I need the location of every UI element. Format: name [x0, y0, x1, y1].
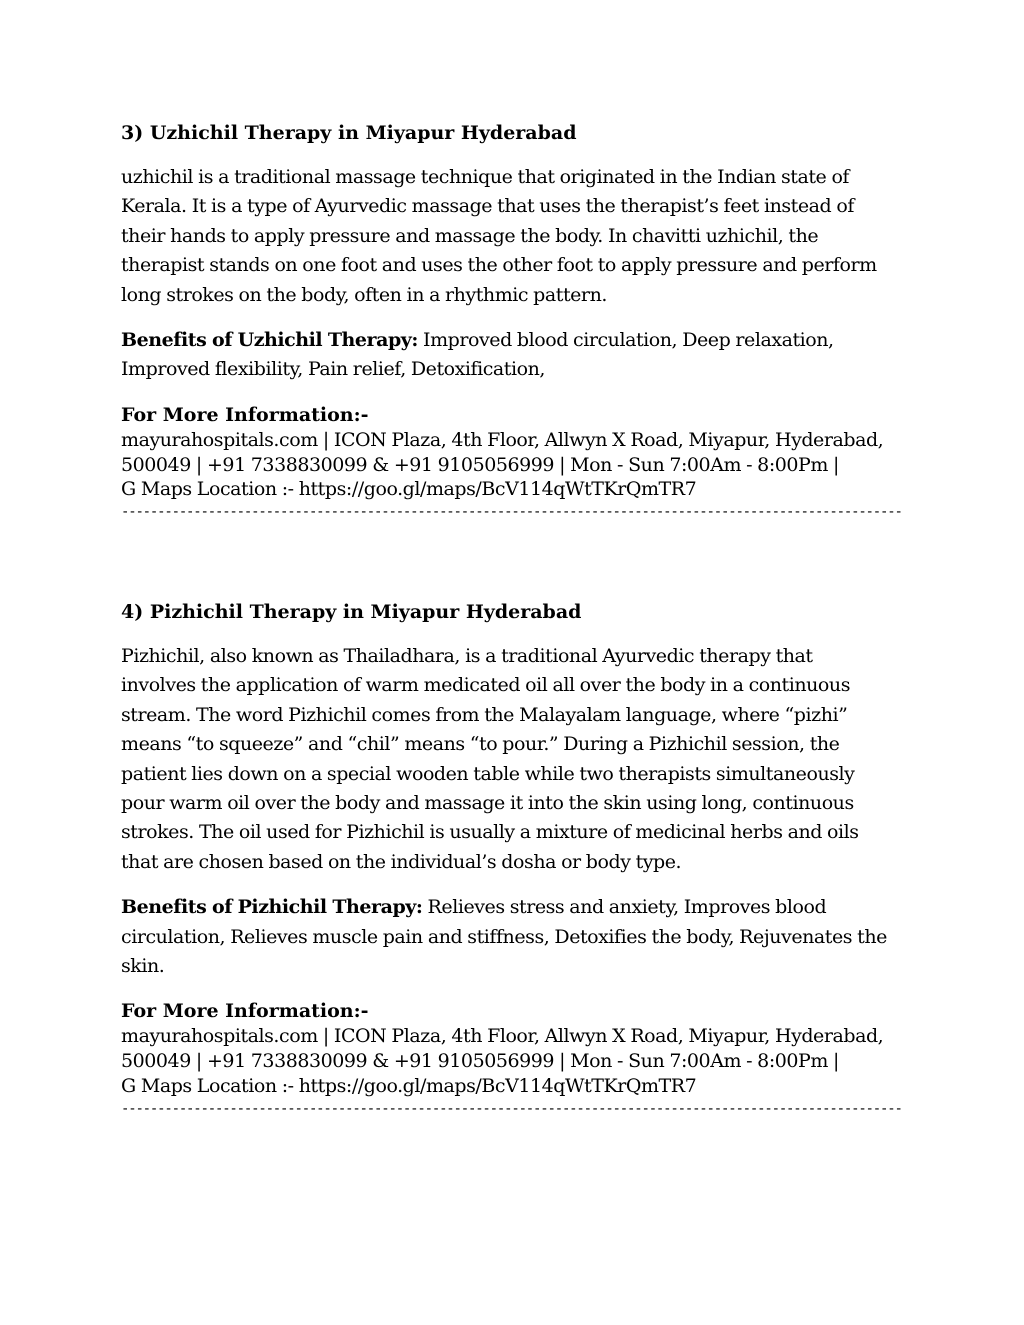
- section-description: [121, 163, 911, 310]
- description-line: their hands to apply pressure and massage the body. In chavitti uzhichil, the: [121, 224, 819, 247]
- description-line: involves the application of warm medicated oil all over the body in a continuous: [121, 674, 851, 697]
- benefits-text: skin.: [121, 955, 165, 978]
- description-line: long strokes on the body, often in a rhythmic pattern.: [121, 283, 607, 306]
- info-line: mayurahospitals.com | ICON Plaza, 4th Floor, Allwyn X Road, Miyapur, Hyderabad,: [121, 1025, 884, 1048]
- description-line: stream. The word Pizhichil comes from the Malayalam language, where “pizhi”: [121, 703, 848, 726]
- info-title: For More Information:-: [121, 1000, 369, 1023]
- section-heading: 4) Pizhichil Therapy in Miyapur Hyderabad: [121, 601, 582, 623]
- benefits-text: Relieves stress and anxiety, Improves blood: [422, 896, 827, 919]
- section-uzhichil: [121, 120, 911, 522]
- info-line: 500049 | +91 7338830099 & +91 9105056999 | Mon - Sun 7:00Am - 8:00Pm |: [121, 453, 839, 476]
- description-line: therapist stands on one foot and uses the other foot to apply pressure and perform: [121, 254, 877, 277]
- benefits-text: Improved blood circulation, Deep relaxation,: [417, 329, 834, 352]
- benefits-paragraph: [121, 326, 911, 385]
- description-line: that are chosen based on the individual’s dosha or body type.: [121, 850, 682, 873]
- benefits-label: Benefits of Pizhichil Therapy:: [121, 896, 423, 919]
- info-line: mayurahospitals.com | ICON Plaza, 4th Floor, Allwyn X Road, Miyapur, Hyderabad,: [121, 428, 884, 451]
- benefits-paragraph: [121, 893, 911, 981]
- info-title: For More Information:-: [121, 403, 369, 426]
- maps-location-line: G Maps Location :- https://goo.gl/maps/BcV114qWtTKrQmTR7: [121, 478, 697, 501]
- description-line: pour warm oil over the body and massage it into the skin using long, continuous: [121, 792, 854, 815]
- description-line: patient lies down on a special wooden table while two therapists simultaneously: [121, 762, 855, 785]
- section-pizhichil: [121, 599, 911, 1119]
- description-line: Pizhichil, also known as Thailadhara, is a traditional Ayurvedic therapy that: [121, 645, 813, 667]
- section-description: [121, 642, 911, 877]
- description-line: uzhichil is a traditional massage technique that originated in the Indian state of: [121, 166, 850, 188]
- info-line: 500049 | +91 7338830099 & +91 9105056999 | Mon - Sun 7:00Am - 8:00Pm |: [121, 1050, 839, 1073]
- benefits-label: Benefits of Uzhichil Therapy:: [121, 329, 418, 352]
- description-line: Kerala. It is a type of Ayurvedic massage that uses the therapist’s feet instead of: [121, 195, 854, 218]
- dashed-divider: ------------------------------------------------------------------------------------------------------------: [121, 1100, 902, 1117]
- benefits-text: circulation, Relieves muscle pain and stiffness, Detoxifies the body, Rejuvenates the: [121, 925, 887, 948]
- section-heading: 3) Uzhichil Therapy in Miyapur Hyderabad: [121, 122, 577, 144]
- description-line: means “to squeeze” and “chil” means “to pour.” During a Pizhichil session, the: [121, 733, 840, 756]
- maps-location-line: G Maps Location :- https://goo.gl/maps/BcV114qWtTKrQmTR7: [121, 1074, 697, 1097]
- dashed-divider: ------------------------------------------------------------------------------------------------------------: [121, 503, 902, 520]
- description-line: strokes. The oil used for Pizhichil is usually a mixture of medicinal herbs and oils: [121, 821, 859, 844]
- benefits-text: Improved flexibility, Pain relief, Detoxification,: [121, 358, 545, 381]
